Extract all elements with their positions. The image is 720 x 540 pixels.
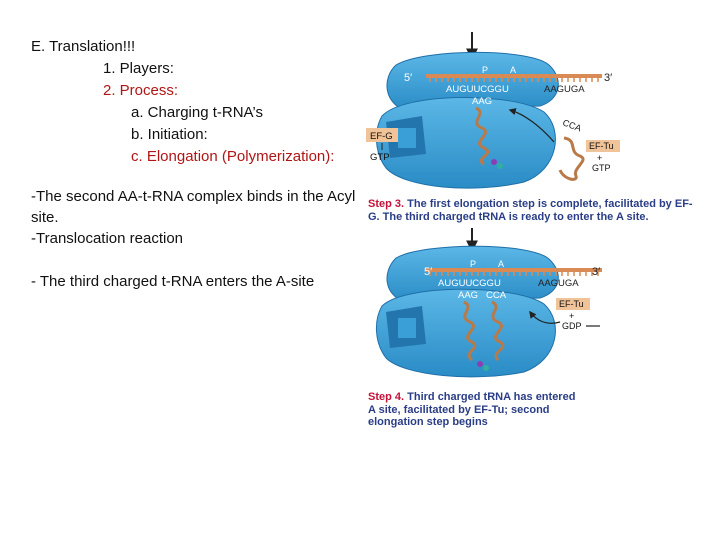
bullet-third-trna: - The third charged t-RNA enters the A-site [31,273,315,290]
five-prime-label: 5′ [424,266,433,278]
amino-acid-chain [491,159,497,165]
caption-step3-text: The first elongation step is complete, facilitated by EF-G. The third charged tRNA is ready to enter the A site. [368,198,693,223]
mrna-tail: AAGUGA [538,278,579,289]
ef-tu-label-bottom: EF-Tu [559,299,584,309]
anticodon-label: AAG [472,96,493,107]
cca-label: CCA [561,117,583,134]
plus-top: + [597,153,603,163]
mrna-sequence: AUGUUCGGU [438,278,501,289]
caption-step4 [368,391,578,429]
site-p-label: P [470,259,477,269]
gtp-label-left: GTP [370,152,390,163]
amino-acid-chain [477,361,483,367]
three-prime-label: 3′ [592,266,601,278]
ef-tu-label-top: EF-Tu [589,141,614,151]
mrna-sequence: AUGUUCGGU [446,84,509,95]
mrna-tail: AAGUGA [544,84,585,95]
caption-step4-text: Third charged tRNA has entered A site, facilitated by EF-Tu; second elongation step begins [368,391,576,428]
gtp-label-right: GTP [592,163,611,173]
caption-step4-label: Step 4. [368,391,405,403]
site-a-label: A [510,65,517,75]
outline-sub-initiation: b. Initiation: [131,126,208,143]
caption-step3-label: Step 3. [368,198,405,210]
caption-step3 [368,198,704,223]
outline-sub-elongation: c. Elongation (Polymerization): [131,148,335,165]
elongation-diagram [364,30,704,440]
anticodon-p-label: AAG [458,290,479,301]
gdp-label: GDP [562,321,582,331]
five-prime-label: 5′ [404,72,413,84]
outline-heading: E. Translation!!! [31,38,136,55]
site-a-label: A [498,259,505,269]
elongation-figure [364,30,704,440]
outline-sub-charging: a. Charging t-RNA’s [131,104,263,121]
anticodon-a-label: CCA [486,290,507,301]
panel-step3 [366,32,620,188]
outline [31,36,361,168]
outline-item-players: 1. Players: [103,60,174,77]
bullet-list [31,186,361,292]
site-p-label: P [482,65,489,75]
outline-item-process: 2. Process: [103,82,179,99]
ef-g-label: EF-G [370,131,393,142]
incoming-trna [560,138,583,179]
panel-step4 [376,228,602,377]
three-prime-label: 3′ [604,72,613,84]
plus-bottom: + [569,311,575,321]
bullet-translocation: -Translocation reaction [31,230,184,247]
bullet-binding: -The second AA-t-RNA complex binds in the Acyl site. [31,188,356,226]
